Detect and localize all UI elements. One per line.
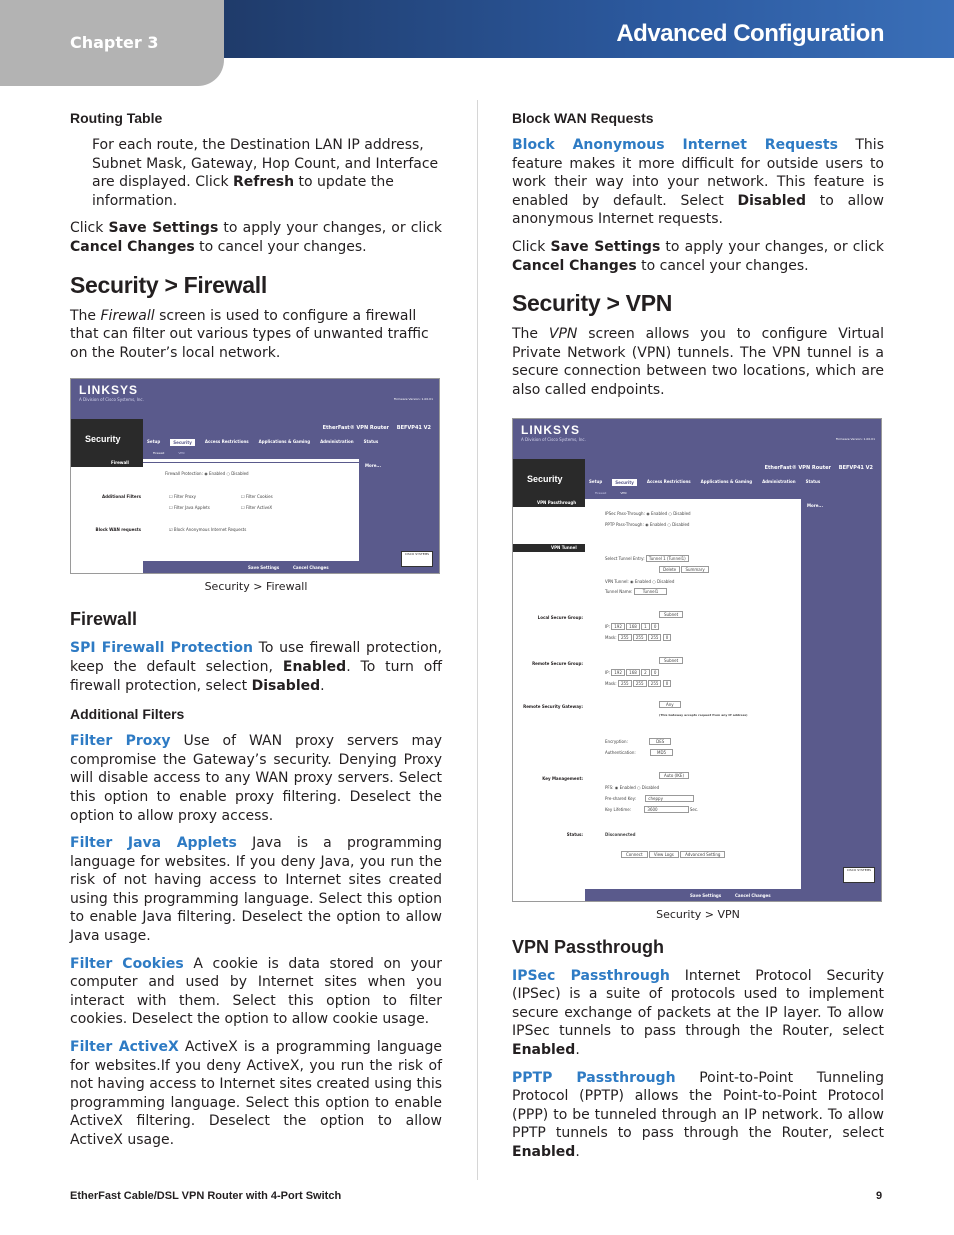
vpn-remote-ip-1[interactable]: 192 xyxy=(611,669,625,676)
vpn-delete-button[interactable]: Delete xyxy=(659,566,680,573)
vpn-encryption-row xyxy=(605,739,671,744)
vpn-select-tunnel-label: Select Tunnel Entry: xyxy=(605,555,645,561)
shot-save-button[interactable]: Save Settings xyxy=(248,565,280,571)
vpn-remote-ip-row xyxy=(605,670,659,675)
vpn-remote-gateway-label: Remote Security Gateway: xyxy=(523,703,583,709)
firewall-section-title: Security > Firewall xyxy=(70,271,267,298)
left-save-paragraph xyxy=(70,219,442,256)
vpn-remote-ip-2[interactable]: 168 xyxy=(626,669,640,676)
vpn-cancel-button[interactable]: Cancel Changes xyxy=(735,892,771,898)
right-save-paragraph xyxy=(512,238,884,275)
shot-section-label: Security xyxy=(71,419,143,459)
shot-row-additional: Additional Filters xyxy=(102,494,141,500)
vpn-strip-passthrough-label: VPN Passthrough xyxy=(537,499,577,505)
cancel-changes-term: Cancel Changes xyxy=(70,238,195,255)
vpn-tunnel-disabled: Disabled xyxy=(657,578,675,584)
shot-filter-java-label: Filter Java Applets xyxy=(173,505,210,511)
vpn-gateway-note: (This Gateway accepts request from any IP address) xyxy=(659,712,748,717)
shot-spi-disabled: Disabled xyxy=(231,471,249,477)
pptp-enabled: Enabled xyxy=(512,1143,576,1160)
vpn-pfs-disabled: Disabled xyxy=(641,784,660,790)
vpn-tab-setup[interactable]: Setup xyxy=(589,478,603,484)
left-column xyxy=(70,108,442,1159)
vpn-delete-summary xyxy=(659,567,709,572)
pptp-term: PPTP Passthrough xyxy=(512,1069,676,1086)
vpn-tab-security[interactable]: Security xyxy=(612,479,637,486)
vpn-local-mask-3[interactable]: 255 xyxy=(648,634,662,641)
firewall-intro-1: The xyxy=(70,307,101,324)
shot-filter-proxy-label: Filter Proxy xyxy=(173,494,196,500)
filter-cookies-term: Filter Cookies xyxy=(70,955,184,972)
pptp-paragraph xyxy=(512,1069,884,1162)
filter-activex-paragraph xyxy=(70,1038,442,1150)
shot-block-anon-label: Block Anonymous Internet Requests xyxy=(173,527,247,533)
vpn-intro xyxy=(512,325,884,399)
vpn-local-ip-label: IP: xyxy=(605,623,610,629)
vpn-cisco-logo: CISCO SYSTEMS xyxy=(843,867,875,883)
column-divider xyxy=(477,100,478,1180)
vpn-ipsec-disabled: Disabled xyxy=(673,510,691,516)
vpn-button-bar xyxy=(585,889,801,901)
vpn-shot-product: EtherFast® VPN Router xyxy=(764,464,831,471)
shot-subtab-vpn[interactable]: VPN xyxy=(178,451,185,456)
vpn-strip-tunnel-label: VPN Tunnel xyxy=(551,544,577,550)
vpn-screenshot xyxy=(512,418,882,902)
vpn-linksys-logo-sub: A Division of Cisco Systems, Inc. xyxy=(521,436,586,442)
pptp-text-1: Point-to-Point Tunneling Protocol (PPTP) allows the Point-to-Point Protocol (PPP) to be tunneled through an IP network. To allow PPTP tunnels to pass through the Router, select xyxy=(512,1069,884,1142)
filter-proxy-paragraph xyxy=(70,732,442,825)
vpn-local-mask-4[interactable]: 0 xyxy=(663,634,672,641)
vpn-pptp-row: PPTP Pass-Through: ◉ Enabled ○ Disabled xyxy=(605,521,690,527)
vpn-lifetime-input[interactable]: 3600 xyxy=(644,806,688,813)
vpn-shot-right-band xyxy=(801,499,881,901)
firewall-heading: Firewall xyxy=(70,609,138,630)
vpn-remote-subnet xyxy=(659,658,683,663)
vpn-ipsec-enabled: Enabled xyxy=(650,510,668,516)
vpn-remote-group-label: Remote Secure Group: xyxy=(532,660,583,666)
vpn-tab-access[interactable]: Access Restrictions xyxy=(646,478,691,484)
vpn-tab-status[interactable]: Status xyxy=(805,478,821,484)
ipsec-text-1: Internet Protocol Security (IPSec) is a suite of protocols used to implement secure exchange of packets at the IP layer. To allow IPSec tunnels to pass through the Router, select xyxy=(512,967,884,1040)
shot-model: BEFVP41 V2 xyxy=(396,425,431,432)
vpn-local-ip-3[interactable]: 1 xyxy=(641,623,650,630)
vpn-pfs-label: PFS: xyxy=(605,784,614,790)
vpn-gateway-select[interactable]: Any xyxy=(659,701,681,708)
vpn-lifetime-label: Key Lifetime: xyxy=(605,806,632,812)
vpn-shot-section-label: Security xyxy=(513,459,585,499)
vpn-status-value: Disconnected xyxy=(605,831,636,837)
vpn-firmware-version: Firmware Version: 1.00.01 xyxy=(835,436,875,441)
vpn-lifetime-unit: Sec. xyxy=(689,806,699,812)
vpn-shot-topband xyxy=(513,419,881,459)
vpn-linksys-logo: LINKSYS xyxy=(521,422,581,437)
vpn-connect-button[interactable]: Connect xyxy=(621,851,648,858)
shot-subtab-firewall[interactable]: Firewall xyxy=(153,451,165,456)
ipsec-text-2: . xyxy=(575,1041,580,1058)
vpn-pptp-label: PPTP Pass-Through: xyxy=(605,521,644,527)
vpn-caption: Security > VPN xyxy=(656,907,740,921)
vpn-tab-admin[interactable]: Administration xyxy=(762,478,796,484)
vpn-remote-mask-3[interactable]: 255 xyxy=(648,680,662,687)
vpn-preshared-label: Pre-shared Key: xyxy=(605,795,637,801)
vpn-view-logs-button[interactable]: View Logs xyxy=(649,851,679,858)
pptp-text-2: . xyxy=(575,1143,580,1160)
vpn-local-subnet-select[interactable]: Subnet xyxy=(659,611,683,618)
vpn-pptp-disabled: Disabled xyxy=(672,521,690,527)
shot-tab-setup[interactable]: Setup xyxy=(147,439,161,445)
vpn-local-mask-label: Mask: xyxy=(605,634,617,640)
routing-text-1: For each route, the Destination LAN IP address, Subnet Mask, Gateway, Hop Count, and Interface are displayed. Click xyxy=(92,137,439,191)
shot-filter-cookies-label: Filter Cookies xyxy=(245,494,273,500)
vpn-key-mode xyxy=(659,773,689,778)
shot-spi-enabled: Enabled xyxy=(209,471,226,477)
filter-proxy-text: Use of WAN proxy servers may compromise the Gateway’s security. Denying Proxy will disable access to any WAN proxy servers. Select this option to enable proxy filtering. Deselect the option to allow proxy access. xyxy=(70,733,442,824)
linksys-logo: LINKSYS xyxy=(79,383,139,398)
footer-product: EtherFast Cable/DSL VPN Router with 4-Port Switch xyxy=(70,1190,342,1202)
spi-disabled: Disabled xyxy=(251,677,321,694)
filter-java-term: Filter Java Applets xyxy=(70,835,237,852)
vpn-remote-mask-2[interactable]: 255 xyxy=(633,680,647,687)
vpn-select-tunnel-row xyxy=(605,556,689,561)
spi-text-1: To use firewall protection, keep the default selection, xyxy=(70,640,442,675)
ipsec-term: IPSec Passthrough xyxy=(512,967,670,984)
shot-tab-status[interactable]: Status xyxy=(363,439,379,445)
ipsec-enabled: Enabled xyxy=(512,1041,576,1058)
vpn-more-link[interactable]: More... xyxy=(807,502,823,508)
vpn-local-mask-1[interactable]: 255 xyxy=(618,634,632,641)
shot-tab-security[interactable]: Security xyxy=(170,439,195,446)
vpn-remote-ip-label: IP: xyxy=(605,669,610,675)
vpn-section-title: Security > VPN xyxy=(512,290,673,317)
vpn-pfs-row: PFS: ◉ Enabled ○ Disabled xyxy=(605,784,660,790)
shot-filter-java: ☐ Filter Java Applets xyxy=(169,505,210,511)
vpn-intro-1: The xyxy=(512,326,549,343)
vpn-shot-model: BEFVP41 V2 xyxy=(838,464,873,471)
shot-strip-line xyxy=(143,462,359,463)
filter-activex-term: Filter ActiveX xyxy=(70,1039,179,1056)
vpn-shot-subtabs xyxy=(595,491,626,495)
shot-filter-activex: ☐ Filter ActiveX xyxy=(241,505,273,511)
shot-row-block: Block WAN requests xyxy=(95,527,141,533)
header-bar xyxy=(224,0,954,58)
shot-filter-activex-label: Filter ActiveX xyxy=(245,505,273,511)
r-save-text-1: Click xyxy=(512,238,551,255)
filter-java-paragraph xyxy=(70,834,442,946)
vpn-advanced-button[interactable]: Advanced Setting xyxy=(680,851,725,858)
vpn-remote-ip-4[interactable]: 0 xyxy=(651,669,660,676)
linksys-logo-sub: A Division of Cisco Systems, Inc. xyxy=(79,397,144,403)
block-term: Block Anonymous Internet Requests xyxy=(512,137,838,153)
spi-text-2: . To turn off firewall protection, select xyxy=(70,658,442,694)
shot-filter-cookies: ☐ Filter Cookies xyxy=(241,494,273,500)
routing-text-2: to update the information. xyxy=(92,174,394,209)
block-text-1: This feature makes it more difficult for outside users to work their way into your network. This feature is enabled by default. Select xyxy=(512,137,884,209)
save-text-3: to cancel your changes. xyxy=(194,238,367,255)
save-text-1: Click xyxy=(70,220,109,237)
vpn-remote-ip-3[interactable]: 2 xyxy=(641,669,650,676)
header-title: Advanced Configuration xyxy=(616,20,884,47)
shot-cancel-button[interactable]: Cancel Changes xyxy=(293,565,329,571)
vpn-tab-apps[interactable]: Applications & Gaming xyxy=(700,478,753,484)
vpn-remote-mask-4[interactable]: 0 xyxy=(663,680,672,687)
shot-more-link[interactable]: More... xyxy=(365,463,381,469)
vpn-gateway-any xyxy=(659,702,681,707)
shot-tabs xyxy=(147,439,399,446)
vpn-encryption-select[interactable]: DES xyxy=(649,738,671,745)
save-settings-term: Save Settings xyxy=(108,220,219,237)
refresh-term: Refresh xyxy=(233,174,295,191)
shot-filter-proxy: ☐ Filter Proxy xyxy=(169,494,196,500)
vpn-status-label: Status: xyxy=(566,831,583,837)
block-text-2: to allow anonymous Internet requests. xyxy=(512,192,884,228)
vpn-tunnel-name-label: Tunnel Name: xyxy=(605,588,633,594)
block-disabled: Disabled xyxy=(737,192,807,209)
vpn-key-mgmt-label: Key Management: xyxy=(542,775,583,781)
vpn-local-ip-1[interactable]: 192 xyxy=(611,623,625,630)
r-save-text-3: to cancel your changes. xyxy=(636,257,809,274)
filter-cookies-paragraph xyxy=(70,955,442,1029)
shot-block-anon: ☑ Block Anonymous Internet Requests xyxy=(169,527,247,533)
right-column xyxy=(512,108,884,1170)
vpn-tunnel-enabled: Enabled xyxy=(634,578,651,584)
vpn-ipsec-row: IPSec Pass-Through: ◉ Enabled ○ Disabled xyxy=(605,510,691,516)
routing-table-heading: Routing Table xyxy=(70,110,163,126)
vpn-preshared-row xyxy=(605,796,694,801)
shot-strip-firewall-label: Firewall xyxy=(111,460,129,466)
vpn-ipsec-label: IPSec Pass-Through: xyxy=(605,510,645,516)
vpn-shot-nav xyxy=(585,459,881,499)
footer-page-number: 9 xyxy=(876,1190,883,1202)
cisco-logo: CISCO SYSTEMS xyxy=(401,551,433,567)
save-text-2: to apply your changes, or click xyxy=(218,220,443,237)
block-wan-paragraph xyxy=(512,136,884,229)
spi-paragraph xyxy=(70,639,442,695)
vpn-tunnel-name-input[interactable]: Tunnel1 xyxy=(634,588,668,595)
vpn-local-mask-row xyxy=(605,635,671,640)
shot-tab-admin[interactable]: Administration xyxy=(320,439,354,445)
vpn-action-buttons xyxy=(621,852,725,857)
vpn-local-ip-2[interactable]: 168 xyxy=(626,623,640,630)
shot-tab-apps[interactable]: Applications & Gaming xyxy=(258,439,311,445)
block-wan-heading: Block WAN Requests xyxy=(512,110,654,126)
shot-spi-label: Firewall Protection: ◉ Enabled ○ Disabled xyxy=(165,471,249,477)
vpn-local-ip-4[interactable]: 0 xyxy=(651,623,660,630)
firewall-caption: Security > Firewall xyxy=(204,580,308,594)
firewall-intro xyxy=(70,307,442,363)
ipsec-paragraph xyxy=(512,967,884,1060)
chapter-label: Chapter 3 xyxy=(70,33,159,52)
spi-term: SPI Firewall Protection xyxy=(70,640,253,657)
firewall-screenshot xyxy=(70,378,440,574)
vpn-local-group-label: Local Secure Group: xyxy=(537,614,583,620)
vpn-local-ip-row xyxy=(605,624,659,629)
vpn-intro-2: screen allows you to configure Virtual Private Network (VPN) tunnels. The VPN tunnel is a secure connection between two locations, which are also called endpoints. xyxy=(512,326,884,398)
vpn-local-subnet xyxy=(659,612,683,617)
vpn-passthrough-heading: VPN Passthrough xyxy=(512,936,665,957)
shot-nav xyxy=(143,419,439,459)
spi-text-3: . xyxy=(320,677,325,694)
firmware-version: Firmware Version: 1.00.01 xyxy=(393,397,433,402)
routing-table-paragraph xyxy=(70,136,442,210)
r-save-text-2: to apply your changes, or click xyxy=(660,238,885,255)
filter-proxy-term: Filter Proxy xyxy=(70,733,171,750)
vpn-tunnel-select[interactable]: Tunnel 1 (Tunnel1) xyxy=(646,555,689,562)
vpn-tunnel-label: VPN Tunnel: xyxy=(605,578,629,584)
shot-spi-text: Firewall Protection: xyxy=(165,471,203,477)
shot-strip-firewall xyxy=(71,459,143,467)
filter-java-text: Java is a programming language for websites. If you deny Java, you run the risk of not having access to Internet sites created using this programming language. Select this option to enable Java filtering. Deselect the option to allow Java usage. xyxy=(70,835,442,945)
vpn-key-mode-select[interactable]: Auto (IKE) xyxy=(659,772,689,779)
vpn-pptp-enabled: Enabled xyxy=(649,521,667,527)
vpn-auth-select[interactable]: MD5 xyxy=(650,749,673,756)
vpn-shot-tabs xyxy=(589,479,841,486)
shot-subtabs xyxy=(153,451,184,455)
vpn-save-button[interactable]: Save Settings xyxy=(690,892,722,898)
firewall-intro-2: screen is used to configure a firewall that can filter out various types of unwanted traffic on the Router’s local network. xyxy=(70,307,429,361)
r-cancel-changes-term: Cancel Changes xyxy=(512,257,637,274)
vpn-tunnel-name-row xyxy=(605,589,667,594)
vpn-remote-subnet-select[interactable]: Subnet xyxy=(659,657,683,664)
vpn-remote-mask-1[interactable]: 255 xyxy=(618,680,632,687)
vpn-intro-em: VPN xyxy=(548,326,578,343)
vpn-subtab-firewall[interactable]: Firewall xyxy=(595,490,607,495)
spi-enabled: Enabled xyxy=(282,658,347,675)
vpn-encryption-label: Encryption: xyxy=(605,738,628,744)
vpn-remote-mask-row xyxy=(605,681,671,686)
r-save-settings-term: Save Settings xyxy=(550,238,661,255)
shot-topband xyxy=(71,379,439,419)
vpn-pfs-enabled: Enabled xyxy=(619,784,636,790)
vpn-local-mask-2[interactable]: 255 xyxy=(633,634,647,641)
shot-button-bar xyxy=(143,561,359,573)
additional-filters-heading: Additional Filters xyxy=(70,706,185,723)
filter-activex-text: ActiveX is a programming language for websites.If you deny ActiveX, you run the risk of not having access to Internet sites created using this programming language. Select this option to enable ActiveX filtering. Deselect the option to allow ActiveX usage. xyxy=(70,1039,443,1148)
filter-cookies-text: A cookie is data stored on your computer and used by Internet sites when you interact with them. Select this option to filter cookies. Deselect the option to allow cookie usage. xyxy=(70,955,442,1028)
vpn-tunnel-row: VPN Tunnel: ◉ Enabled ○ Disabled xyxy=(605,578,675,584)
firewall-intro-em: Firewall xyxy=(100,307,155,324)
vpn-preshared-input[interactable]: cheppy xyxy=(645,795,694,802)
chapter-tab xyxy=(0,0,224,86)
shot-tab-access[interactable]: Access Restrictions xyxy=(204,439,249,445)
shot-product: EtherFast® VPN Router xyxy=(322,425,389,432)
vpn-remote-mask-label: Mask: xyxy=(605,680,617,686)
vpn-auth-label: Authentication: xyxy=(605,749,636,755)
vpn-lifetime-row xyxy=(605,807,698,812)
vpn-auth-row xyxy=(605,750,673,755)
vpn-subtab-vpn[interactable]: VPN xyxy=(620,490,627,495)
vpn-summary-button[interactable]: Summary xyxy=(681,566,708,573)
